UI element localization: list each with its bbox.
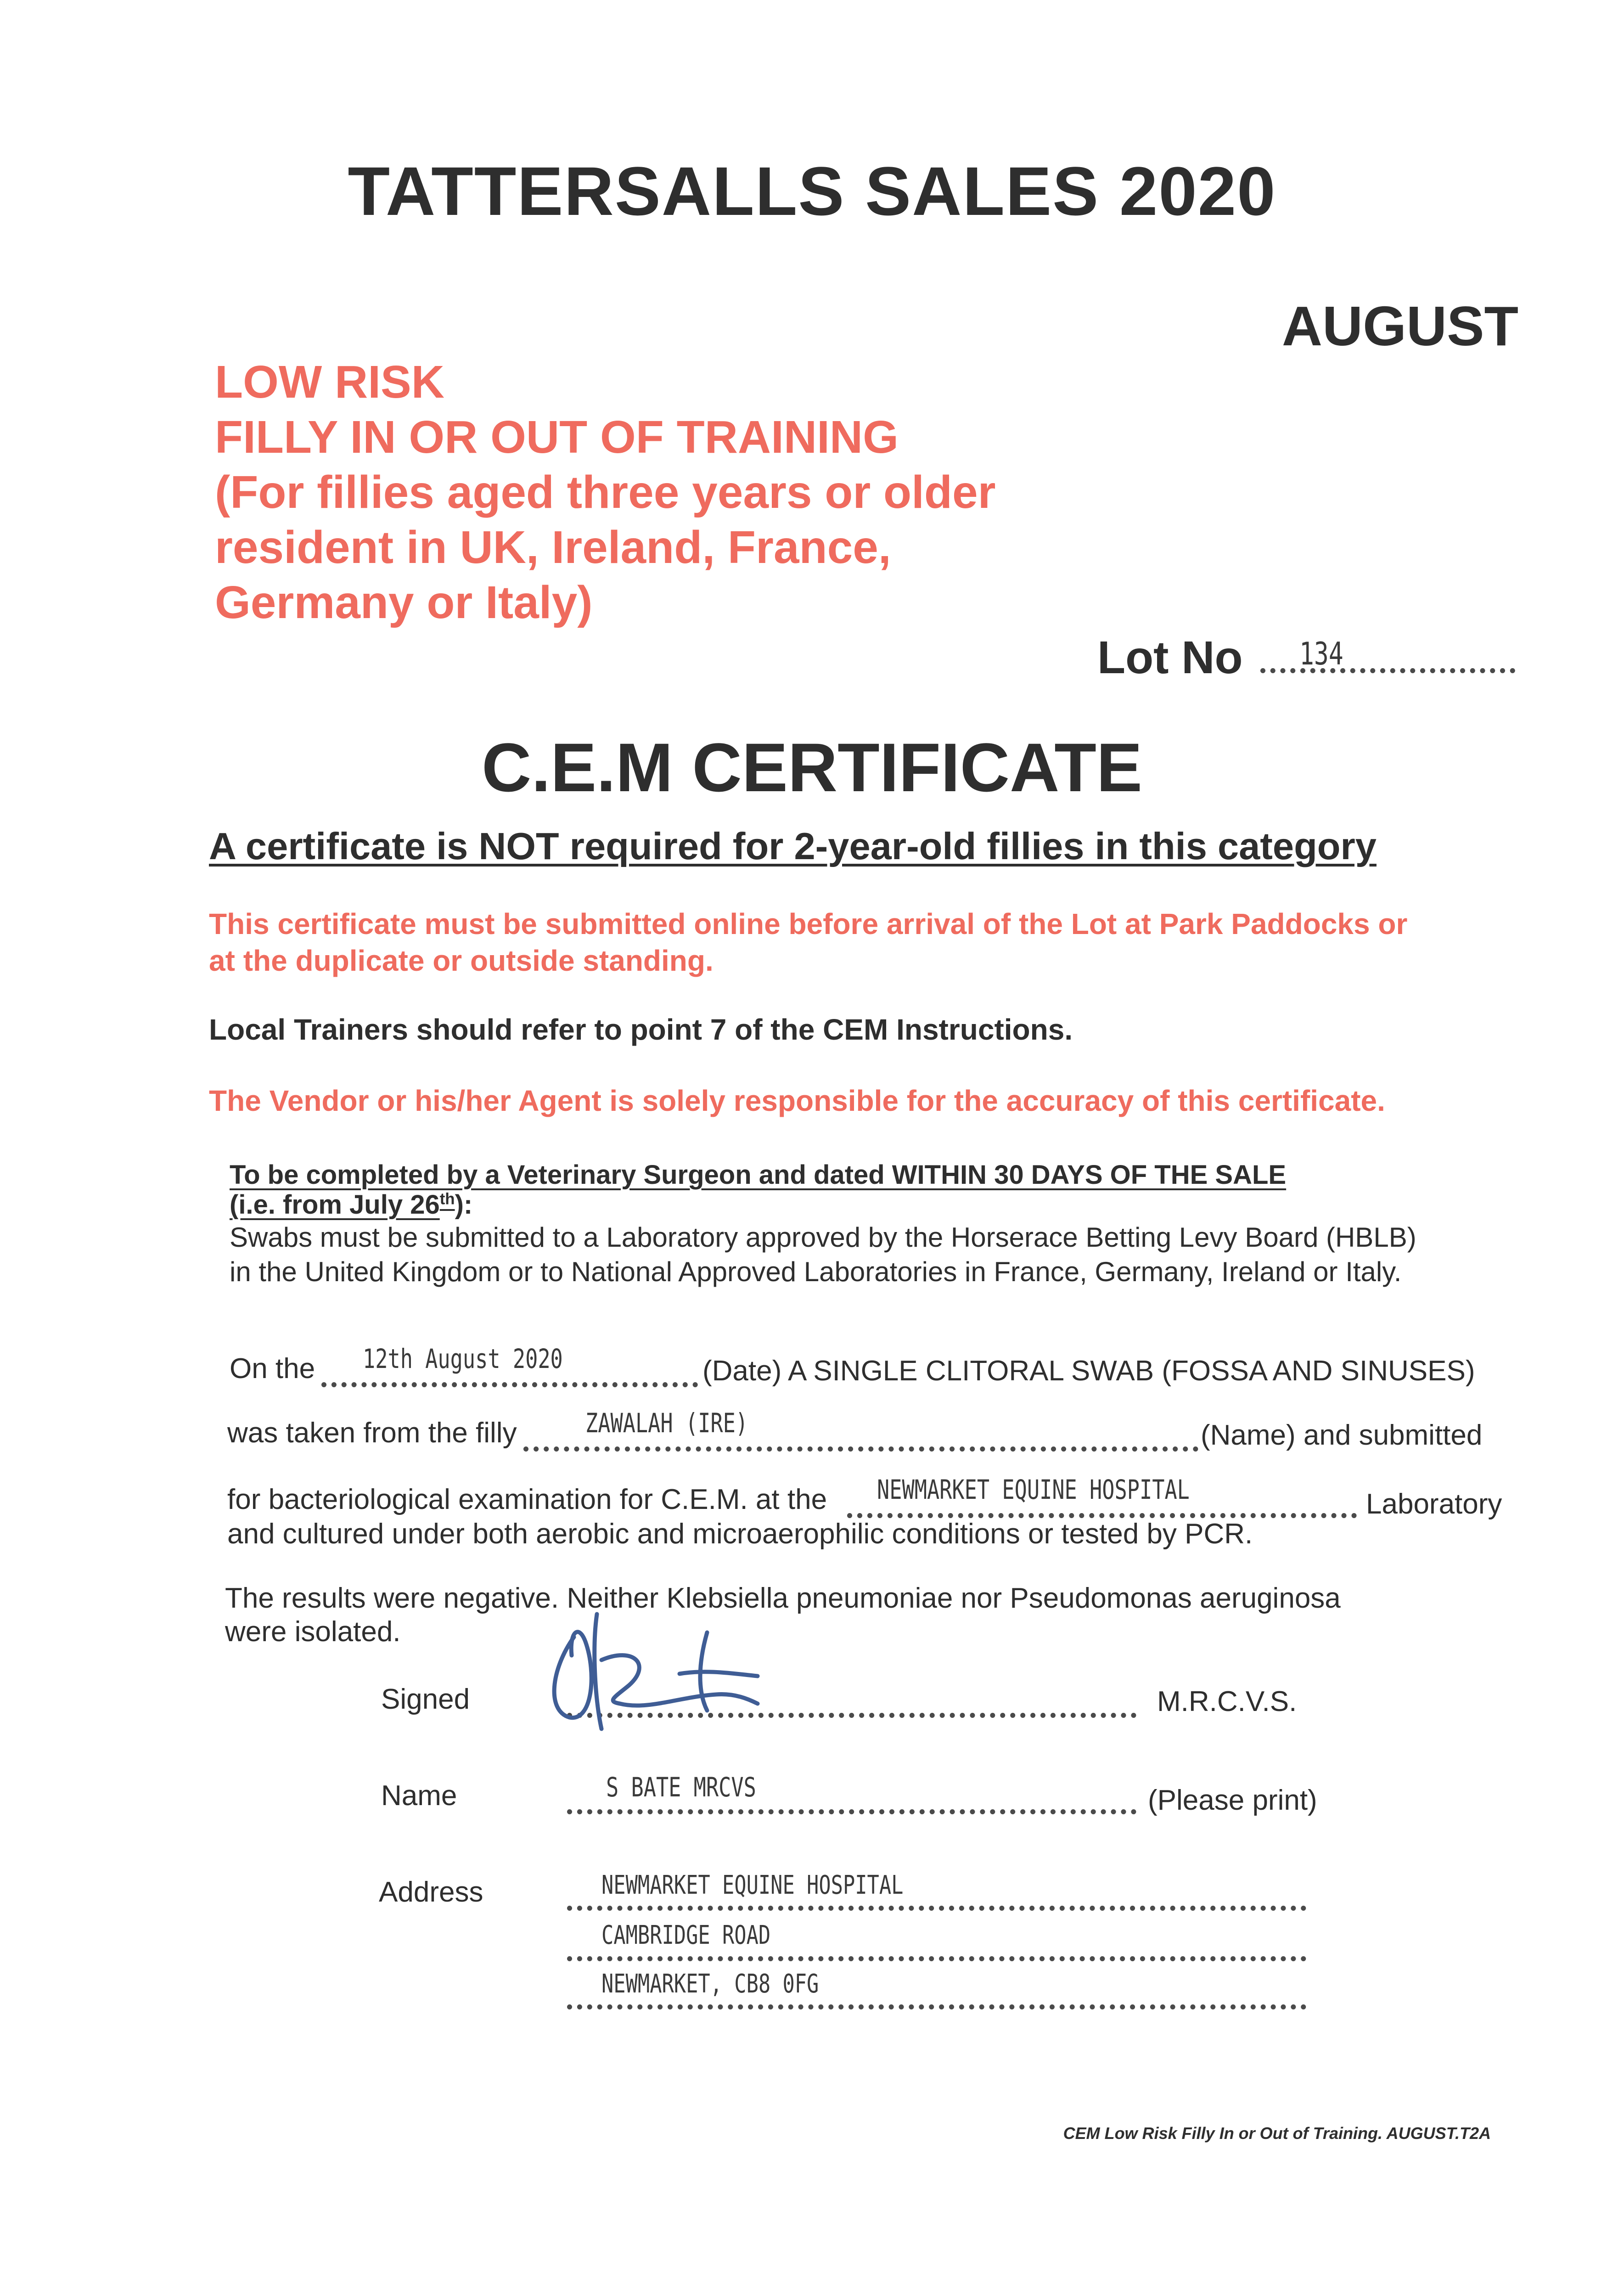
filly-name-value: ZAWALAH (IRE)	[585, 1407, 748, 1439]
instructions-line-3: Swabs must be submitted to a Laboratory approved by the Horserace Betting Levy Board (HBLB)	[230, 1222, 1416, 1253]
on-the-label: On the	[230, 1353, 315, 1384]
filly-dotted-line	[523, 1446, 1198, 1452]
category-line-5: Germany or Italy)	[215, 577, 593, 628]
signed-label: Signed	[381, 1683, 470, 1715]
address-line-3: NEWMARKET, CB8 0FG	[601, 1969, 819, 1999]
laboratory-value: NEWMARKET EQUINE HOSPITAL	[877, 1474, 1190, 1505]
category-line-1: LOW RISK	[215, 356, 444, 408]
filly-suffix: (Name) and submitted	[1201, 1419, 1483, 1451]
form-code: CEM Low Risk Filly In or Out of Training. AUGUST.T2A	[1063, 2124, 1491, 2143]
address-line-1: NEWMARKET EQUINE HOSPITAL	[601, 1870, 904, 1900]
address-line-2: CAMBRIDGE ROAD	[601, 1920, 771, 1950]
name-dotted-line	[567, 1809, 1136, 1814]
date-value: 12th August 2020	[363, 1343, 563, 1374]
instructions-line-1: To be completed by a Veterinary Surgeon and dated WITHIN 30 DAYS OF THE SALE	[230, 1160, 1287, 1190]
address-label: Address	[379, 1876, 483, 1908]
vet-name-value: S BATE MRCVS	[606, 1772, 756, 1803]
instructions-line-4: in the United Kingdom or to National Approved Laboratories in France, Germany, Ireland or Italy.	[230, 1256, 1402, 1287]
address-dotted-line-3	[567, 2004, 1306, 2009]
signed-suffix: M.R.C.V.S.	[1157, 1686, 1297, 1717]
address-dotted-line-2	[567, 1956, 1306, 1961]
submit-notice-line-1: This certificate must be submitted online before arrival of the Lot at Park Paddocks or	[209, 907, 1408, 940]
results-line-1: The results were negative. Neither Klebsiella pneumoniae nor Pseudomonas aeruginosa	[225, 1582, 1341, 1614]
instructions-date-close: ):	[455, 1190, 473, 1220]
date-dotted-line	[321, 1382, 698, 1387]
instructions-line-2	[230, 1189, 472, 1220]
exam-prefix: for bacteriological examination for C.E.M. at the	[227, 1484, 827, 1515]
vendor-notice: The Vendor or his/her Agent is solely responsible for the accuracy of this certificate.	[209, 1084, 1385, 1117]
results-line-2: were isolated.	[225, 1616, 401, 1648]
cultured-text: and cultured under both aerobic and microaerophilic conditions or tested by PCR.	[227, 1518, 1253, 1550]
category-line-3: (For fillies aged three years or older	[215, 467, 996, 518]
instructions-date-suffix: th	[439, 1190, 455, 1208]
date-suffix	[702, 1355, 1475, 1387]
local-trainers-notice: Local Trainers should refer to point 7 of the CEM Instructions.	[209, 1013, 1073, 1046]
handwritten-signature	[542, 1605, 817, 1743]
category-line-4: resident in UK, Ireland, France,	[215, 522, 891, 573]
address-dotted-line-1	[567, 1906, 1306, 1911]
name-label: Name	[381, 1780, 457, 1812]
submit-notice-line-2: at the duplicate or outside standing.	[209, 944, 714, 977]
certificate-heading: C.E.M CERTIFICATE	[482, 729, 1142, 806]
lot-label: Lot No	[1097, 632, 1243, 683]
instructions-date-text: (i.e. from July 26	[230, 1190, 440, 1220]
date-suffix-text: (Date) A SINGLE CLITORAL SWAB (FOSSA AND SINUSES)	[702, 1355, 1475, 1387]
sale-name: AUGUST	[1281, 295, 1518, 357]
category-line-2: FILLY IN OR OUT OF TRAINING	[215, 411, 899, 463]
lot-dotted-line	[1260, 668, 1515, 673]
taken-from-label: was taken from the filly	[227, 1417, 517, 1449]
name-suffix: (Please print)	[1148, 1784, 1317, 1816]
lab-suffix: Laboratory	[1366, 1488, 1502, 1520]
lot-value: 134	[1299, 636, 1343, 672]
page-title: TATTERSALLS SALES 2020	[348, 152, 1276, 230]
not-required-notice: A certificate is NOT required for 2-year-old fillies in this category	[209, 825, 1377, 867]
